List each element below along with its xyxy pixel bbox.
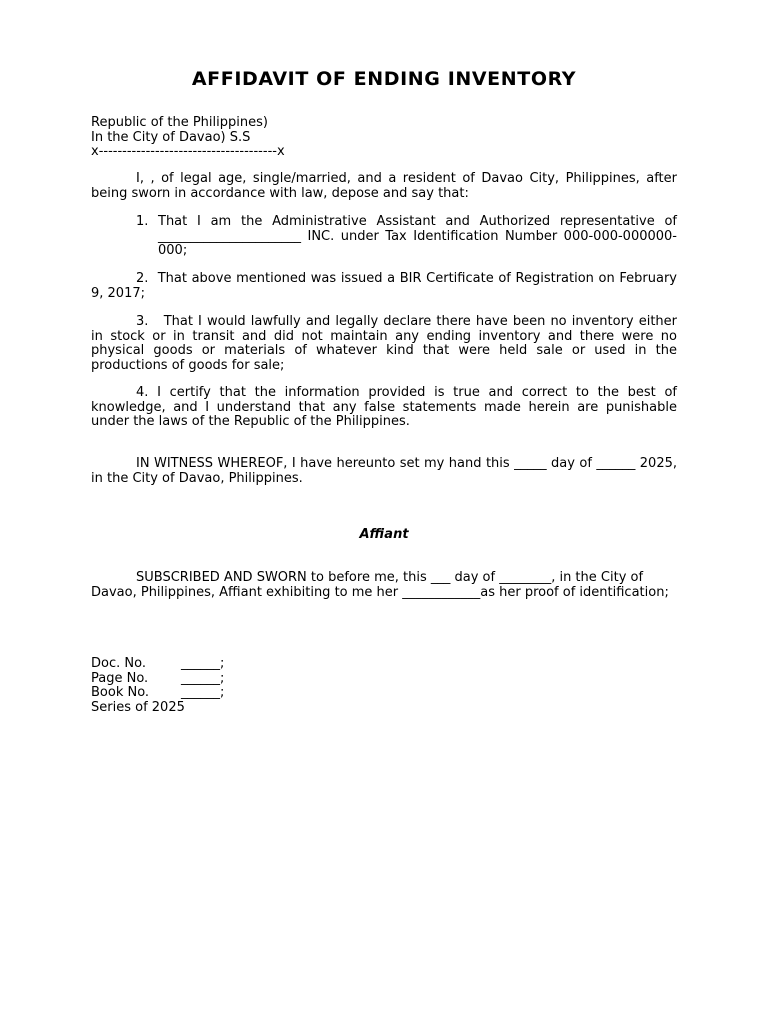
page-no-label: Page No. <box>91 670 149 686</box>
paragraph-4-number: 4. <box>136 385 149 400</box>
paragraph-4-text: I certify that the information provided is true and correct to the best of knowledge, and I understand that any false statements made herein are punishable under the laws of the Republic of the Philippines. <box>91 385 677 429</box>
notary-block <box>91 657 677 715</box>
book-no-row <box>91 686 677 701</box>
book-no-label: Book No. <box>91 685 150 700</box>
venue-block <box>91 116 677 160</box>
paragraph-3 <box>91 315 677 373</box>
paragraph-3-number: 3. <box>136 314 149 329</box>
venue-line-3: x--------------------------------------x <box>91 144 285 159</box>
doc-no-label: Doc. No. <box>91 656 146 671</box>
paragraph-2-number: 2. <box>136 271 149 286</box>
book-no-value: ______; <box>181 685 225 700</box>
paragraph-4 <box>91 386 677 430</box>
affiant-label: Affiant <box>359 527 409 542</box>
document-title: AFFIDAVIT OF ENDING INVENTORY <box>191 68 577 90</box>
paragraph-2-text: That above mentioned was issued a BIR Certificate of Registration on February 9, 2017; <box>91 271 677 301</box>
paragraph-3-text: That I would lawfully and legally declare there have been no inventory either in stock or in transit and did not maintain any ending inventory and there were no physical goods or materials of whatever kind that were held sale or used in the productions of goods for sale; <box>91 314 677 373</box>
list-item-text: That I am the Administrative Assistant and Authorized representative of ______________________ INC. under Tax Identification Number 000-000-000000-000; <box>158 214 677 258</box>
doc-no-row <box>91 657 677 672</box>
series-line: Series of 2025 <box>91 699 185 715</box>
venue-line-2: In the City of Davao) S.S <box>91 129 251 145</box>
list-item-number: 1. <box>136 214 149 229</box>
list-item <box>136 215 677 259</box>
venue-line-1: Republic of the Philippines) <box>91 115 268 130</box>
paragraph-2 <box>91 272 677 301</box>
page-no-row <box>91 672 677 687</box>
doc-no-value: ______; <box>181 656 225 671</box>
witness-paragraph: IN WITNESS WHEREOF, I have hereunto set my hand this _____ day of ______ 2025, in the City of Davao, Philippines. <box>91 456 677 486</box>
jurat-paragraph: SUBSCRIBED AND SWORN to before me, this ___ day of ________, in the City of Davao, Philippines, Affiant exhibiting to me her ____________as her proof of identification; <box>91 570 669 600</box>
page-no-value: ______; <box>181 670 225 686</box>
intro-paragraph: I, , of legal age, single/married, and a resident of Davao City, Philippines, after being sworn in accordance with law, depose and say that: <box>91 171 677 201</box>
